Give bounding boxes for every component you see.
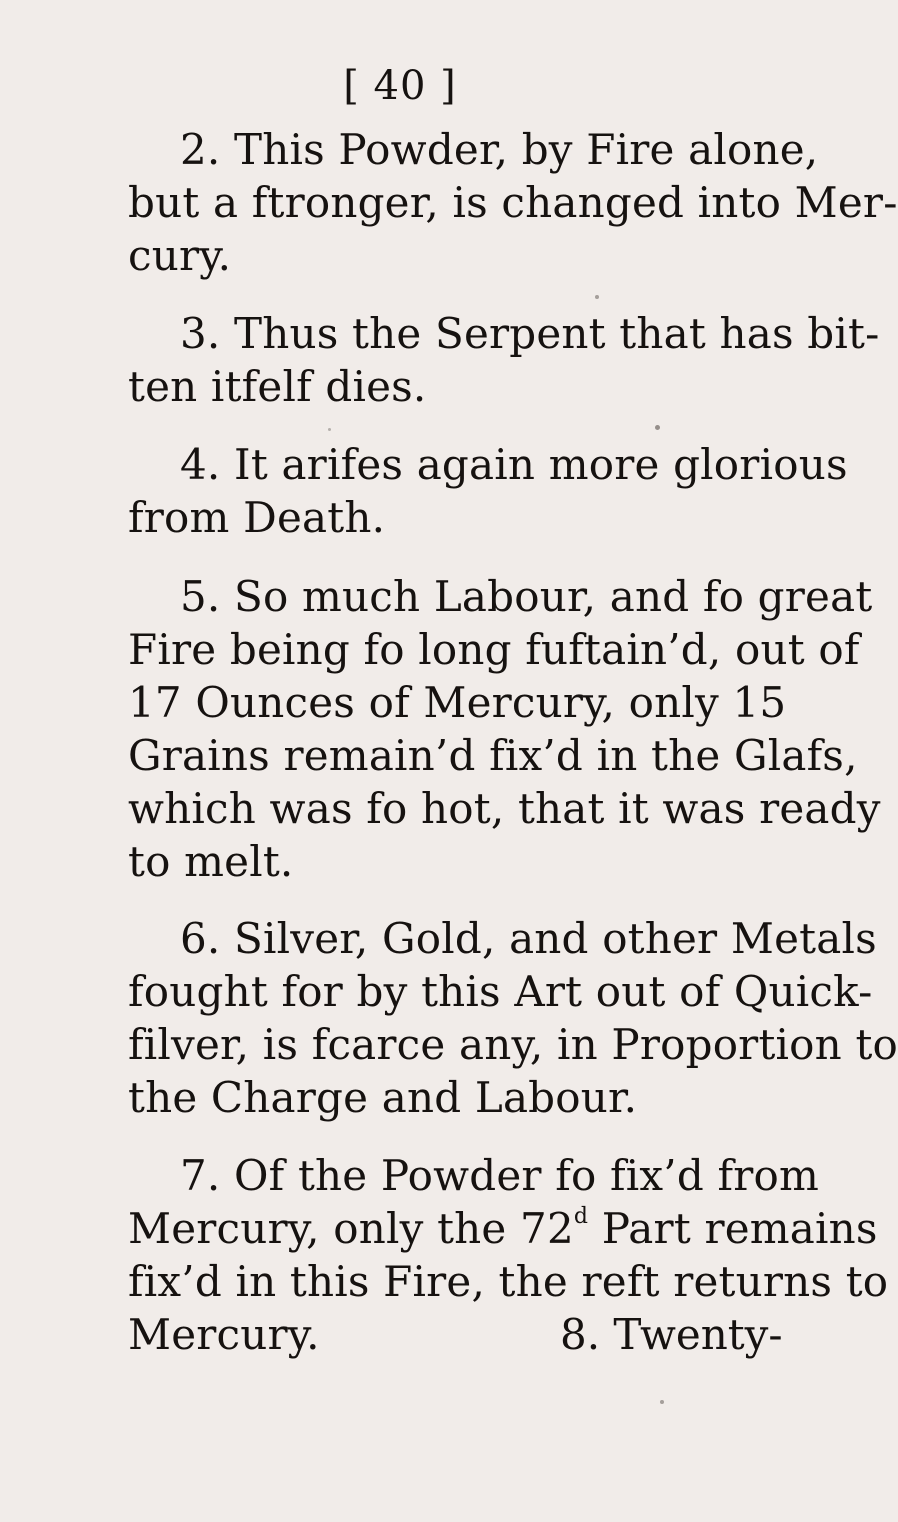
text-line: 4. It arifes again more glorious bbox=[180, 440, 848, 489]
text-line: fix’d in this Fire, the reft returns to bbox=[128, 1257, 889, 1306]
text-line: filver, is fcarce any, in Proportion to bbox=[128, 1020, 898, 1069]
text-line: 17 Ounces of Mercury, only 15 bbox=[128, 678, 787, 727]
text-line: which was fo hot, that it was ready bbox=[128, 784, 881, 833]
text-fragment: Mercury, only the 72 bbox=[128, 1204, 574, 1253]
paper-speck bbox=[595, 295, 599, 299]
paper-speck bbox=[328, 428, 331, 431]
superscript: d bbox=[573, 1204, 589, 1229]
text-line: fought for by this Art out of Quick- bbox=[128, 967, 873, 1016]
text-line: cury. bbox=[128, 231, 232, 280]
text-line: 2. This Powder, by Fire alone, bbox=[180, 125, 819, 174]
text-line: 7. Of the Powder fo fix’d from bbox=[180, 1151, 820, 1200]
text-line-with-superscript bbox=[128, 1204, 878, 1254]
text-fragment: Part remains bbox=[588, 1204, 878, 1253]
text-line: from Death. bbox=[128, 493, 386, 542]
text-line: Mercury. bbox=[128, 1310, 320, 1359]
text-line: ten itfelf dies. bbox=[128, 362, 427, 411]
text-line: the Charge and Labour. bbox=[128, 1073, 638, 1122]
text-line: but a ftronger, is changed into Mer- bbox=[128, 178, 898, 227]
paper-speck bbox=[660, 1400, 664, 1404]
catchword: 8. Twenty- bbox=[560, 1310, 783, 1359]
text-line: to melt. bbox=[128, 837, 294, 886]
text-line: Grains remain’d fix’d in the Glafs, bbox=[128, 731, 858, 780]
text-line: Fire being fo long fuftain’d, out of bbox=[128, 625, 860, 674]
text-line: 3. Thus the Serpent that has bit- bbox=[180, 309, 880, 358]
page-number-header: [ 40 ] bbox=[343, 63, 457, 109]
text-line: 6. Silver, Gold, and other Metals bbox=[180, 914, 877, 963]
paper-speck bbox=[655, 425, 660, 430]
text-line: 5. So much Labour, and fo great bbox=[180, 572, 873, 621]
